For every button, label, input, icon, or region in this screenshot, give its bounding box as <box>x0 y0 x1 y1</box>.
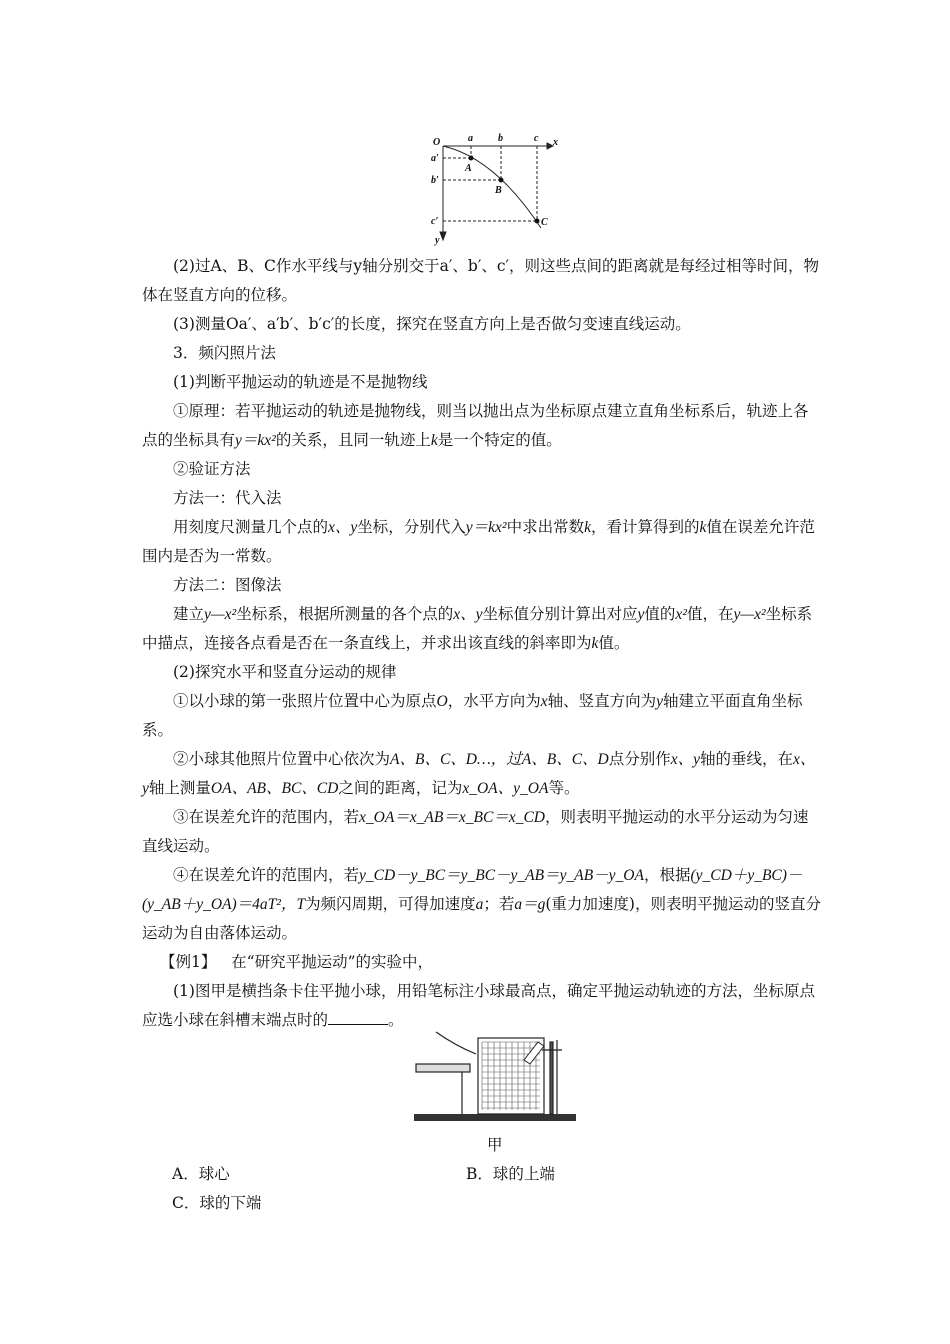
apparatus-diagram <box>412 1020 578 1122</box>
trajectory-curve <box>443 146 541 228</box>
label-B: B <box>495 185 502 196</box>
label-C: C <box>541 217 548 228</box>
y-tick-c: c′ <box>431 216 439 227</box>
x-tick-b: b <box>498 133 503 144</box>
paragraph-3: (3)测量Oa′、a′b′、b′c′的长度，探究在竖直方向上是否做匀变速直线运动。 <box>173 315 691 333</box>
ground-base <box>414 1114 576 1121</box>
method-1-body: 用刻度尺测量几个点的x、y坐标，分别代入y＝kx²中求出常数k，看计算得到的k值在误差允许范围内是否为一常数。 <box>142 518 815 565</box>
option-b[interactable]: B．球的上端 <box>466 1165 555 1183</box>
figure-caption: 甲 <box>487 1136 503 1154</box>
point-C <box>535 219 540 224</box>
origin-label: O <box>433 137 441 148</box>
guide-lines <box>443 146 537 221</box>
label-A: A <box>465 163 472 174</box>
step-1: ①以小球的第一张照片位置中心为原点O，水平方向为x轴、竖直方向为y轴建立平面直角坐标系。 <box>142 692 803 739</box>
example-heading: 【例1】 在“研究平抛运动”的实验中， <box>160 953 434 971</box>
x-tick-c: c <box>534 133 539 144</box>
y-axis-arrow <box>440 232 446 240</box>
chute <box>436 1032 476 1054</box>
x-tick-a: a <box>468 133 473 144</box>
option-a[interactable]: A．球心 <box>172 1165 230 1183</box>
trajectory-diagram <box>425 128 565 248</box>
question-1: (1)图甲是横挡条卡住平抛小球，用铅笔标注小球最高点，确定平抛运动轨迹的方法，坐标原点应选小球在斜槽末端点时的 。 <box>142 982 815 1029</box>
option-c[interactable]: C．球的下端 <box>172 1194 262 1212</box>
principle: ①原理：若平抛运动的轨迹是抛物线，则当以抛出点为坐标原点建立直角坐标系后，轨迹上各点的坐标具有y＝kx²的关系，且同一轨迹上k是一个特定的值。 <box>142 402 809 449</box>
answer-blank[interactable] <box>328 1010 388 1025</box>
step-4: ④在误差允许的范围内，若y_CD－y_BC＝y_BC－y_AB＝y_AB－y_OA，根据(y_CD＋y_BC)－(y_AB＋y_OA)＝4aT²，T为频闪周期，可得加速度a；若a＝g(重力加速度)，则表明平抛运动的竖直分运动为自由落体运动。 <box>142 866 821 942</box>
section-heading: 3．频闪照片法 <box>173 344 276 362</box>
method-1: 方法一：代入法 <box>173 489 282 507</box>
y-tick-a: a′ <box>431 153 439 164</box>
stand-rod <box>550 1042 553 1114</box>
x-axis-label: x <box>553 137 558 148</box>
subheading-2: (2)探究水平和竖直分运动的规律 <box>173 663 397 681</box>
step-3: ③在误差允许的范围内，若x_OA＝x_AB＝x_BC＝x_CD，则表明平抛运动的水平分运动为匀速直线运动。 <box>142 808 809 855</box>
table-top <box>416 1064 470 1072</box>
step-2: ②小球其他照片位置中心依次为A、B、C、D…，过A、B、C、D点分别作x、y轴的垂线，在x、y轴上测量OA、AB、BC、CD之间的距离，记为x_OA、y_OA等。 <box>142 750 816 797</box>
subheading-1: (1)判断平抛运动的轨迹是不是抛物线 <box>173 373 428 391</box>
y-tick-b: b′ <box>431 175 439 186</box>
method-2-body: 建立y—x²坐标系，根据所测量的各个点的x、y坐标值分别计算出对应y值的x²值，在y—x²坐标系中描点，连接各点看是否在一条直线上，并求出该直线的斜率即为k值。 <box>142 605 813 652</box>
method-2: 方法二：图像法 <box>173 576 282 594</box>
verify-heading: ②验证方法 <box>173 460 251 478</box>
y-axis-label: y <box>435 235 440 246</box>
point-B <box>499 178 504 183</box>
body-text <box>142 252 822 1035</box>
paragraph-2: (2)过A、B、C作水平线与y轴分别交于a′、b′、c′，则这些点间的距离就是每经过相等时间，物体在竖直方向的位移。 <box>142 257 820 304</box>
point-A <box>469 156 474 161</box>
